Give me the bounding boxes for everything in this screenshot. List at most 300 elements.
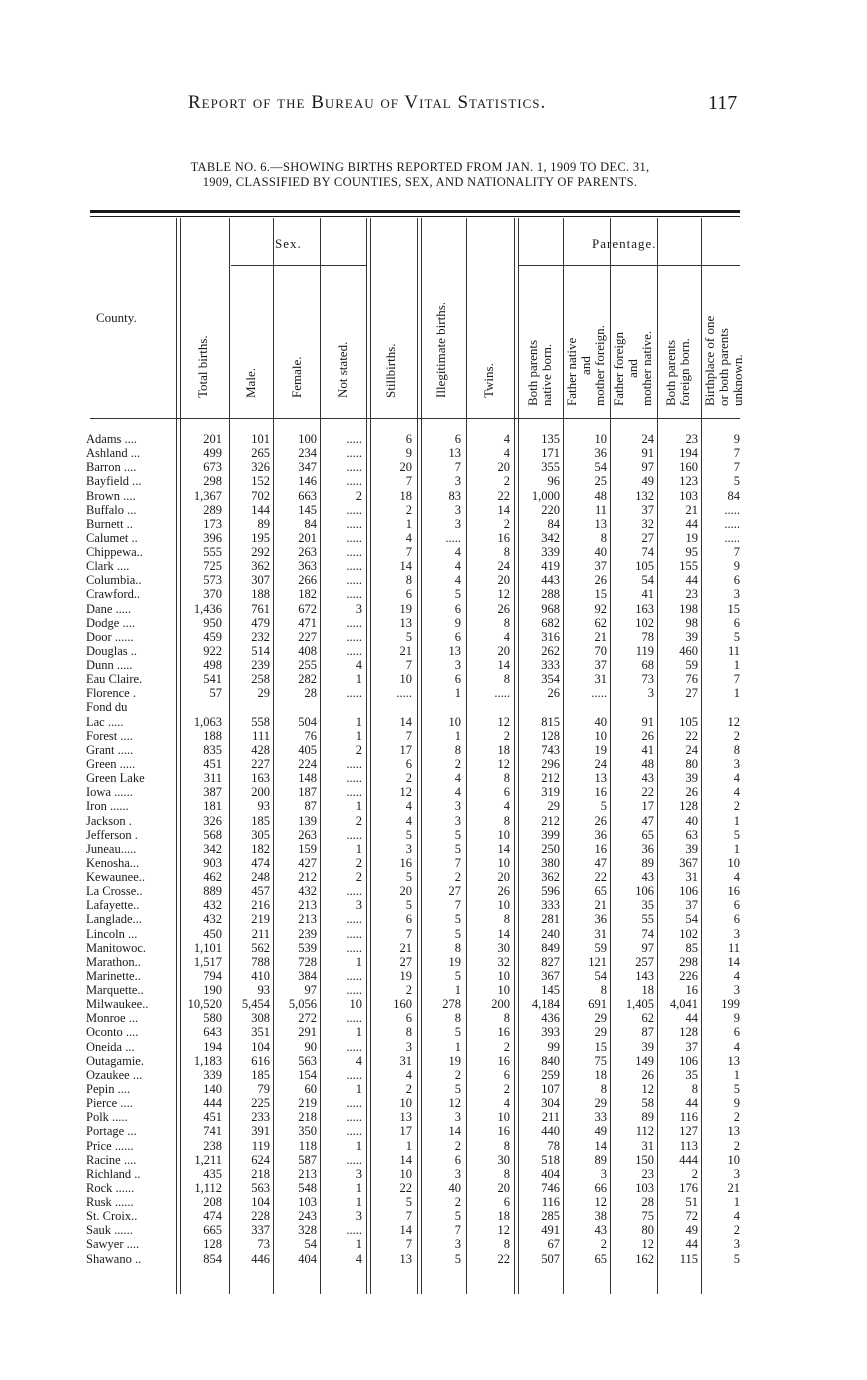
table-row (0, 898, 867, 912)
table-cell: 337 (251, 1223, 270, 1238)
table-cell: 746 (541, 1180, 560, 1195)
table-cell: 9 (733, 1011, 740, 1026)
table-cell: 143 (635, 968, 654, 983)
table-cell: 199 (721, 997, 740, 1012)
table-cell: 362 (251, 559, 270, 574)
table-cell: 144 (251, 502, 270, 517)
table-cell: 7 (405, 1209, 412, 1224)
county-name: Calumet .. (86, 530, 138, 545)
table-cell: 36 (594, 827, 607, 842)
table-cell: 6 (733, 1025, 740, 1040)
table-cell: 3 (405, 841, 412, 856)
table-cell: 89 (641, 1110, 654, 1125)
table-row (0, 1110, 867, 1124)
table-cell: 7 (454, 855, 461, 870)
parentage-group-rule (518, 265, 740, 266)
table-cell: 4 (454, 545, 461, 560)
table-cell: 10 (594, 728, 607, 743)
table-row (0, 1252, 867, 1266)
table-cell: 97 (641, 940, 654, 955)
table-cell: 80 (685, 756, 698, 771)
table-cell: 19 (594, 742, 607, 757)
table-row (0, 531, 867, 545)
table-cell: 827 (541, 954, 560, 969)
table-row (0, 757, 867, 771)
table-cell: 5,056 (288, 997, 317, 1012)
table-cell: ..... (396, 686, 412, 701)
table-cell: 91 (641, 714, 654, 729)
county-name: Clark .... (86, 559, 130, 574)
table-cell: 37 (641, 502, 654, 517)
table-cell: 12 (641, 1081, 654, 1096)
table-cell: 59 (685, 658, 698, 673)
table-cell: 128 (679, 799, 698, 814)
table-cell: 213 (298, 898, 317, 913)
table-cell: 6 (454, 1152, 461, 1167)
table-cell: 85 (685, 940, 698, 955)
table-cell: 44 (685, 1011, 698, 1026)
table-cell: 140 (203, 1081, 222, 1096)
table-cell: 148 (298, 771, 317, 786)
table-cell: 87 (304, 799, 317, 814)
table-cell: 239 (251, 658, 270, 673)
table-cell: 788 (251, 954, 270, 969)
table-cell: 436 (541, 1011, 560, 1026)
table-cell: 491 (541, 1223, 560, 1238)
table-cell: 100 (298, 432, 317, 446)
table-cell: 35 (685, 1067, 698, 1082)
county-name: Crawford.. (86, 587, 141, 602)
caption-line-1: TABLE NO. 6.—SHOWING BIRTHS REPORTED FROM JAN. 1, 1909 TO DEC. 31, (190, 160, 650, 174)
table-row (0, 1223, 867, 1237)
table-cell: 16 (497, 530, 510, 545)
table-cell: 31 (685, 870, 698, 885)
county-name: Lincoln ... (86, 926, 138, 941)
table-cell: 307 (251, 573, 270, 588)
table-cell: 1 (454, 1039, 461, 1054)
table-cell: ..... (346, 545, 362, 560)
county-name: Ashland ... (86, 446, 141, 461)
table-cell: 13 (594, 771, 607, 786)
table-cell: 36 (594, 446, 607, 461)
table-cell: 8 (503, 672, 510, 687)
table-cell: ..... (346, 771, 362, 786)
table-cell: 4,184 (531, 997, 560, 1012)
table-cell: 39 (685, 629, 698, 644)
table-cell: 128 (679, 1025, 698, 1040)
table-cell: 67 (547, 1237, 560, 1252)
table-cell: 7 (405, 545, 412, 560)
table-cell: 8 (454, 742, 461, 757)
table-cell: 8 (503, 771, 510, 786)
table-cell: 474 (251, 855, 270, 870)
table-cell: 150 (635, 1152, 654, 1167)
table-cell: 1,063 (193, 714, 222, 729)
table-cell: 103 (635, 1180, 654, 1195)
table-cell: 311 (203, 771, 222, 786)
table-cell: 292 (251, 545, 270, 560)
table-cell: 6 (454, 601, 461, 616)
header-father-native-mother-foreign: Father native and mother foreign. (564, 325, 607, 406)
table-row (0, 941, 867, 955)
table-row (0, 1139, 867, 1153)
table-cell: 8 (503, 615, 510, 630)
table-cell: 4 (355, 1251, 362, 1266)
table-row (0, 573, 867, 587)
table-cell: 5 (733, 629, 740, 644)
table-cell: 238 (203, 1138, 222, 1153)
table-row (0, 814, 867, 828)
table-cell: 20 (399, 884, 412, 899)
table-row (0, 1209, 867, 1223)
table-cell: 541 (203, 672, 222, 687)
table-cell: 20 (497, 460, 510, 475)
table-cell: 31 (641, 1138, 654, 1153)
table-cell: 98 (685, 615, 698, 630)
table-cell: 73 (257, 1237, 270, 1252)
table-cell: 3 (454, 658, 461, 673)
table-cell: 20 (497, 573, 510, 588)
table-cell: 19 (448, 954, 461, 969)
table-cell: 139 (298, 813, 317, 828)
top-rule-thin (90, 216, 740, 217)
table-cell: 5 (454, 827, 461, 842)
table-cell: 5,454 (241, 997, 270, 1012)
table-cell: 195 (251, 530, 270, 545)
table-cell: 21 (399, 643, 412, 658)
table-cell: 255 (298, 658, 317, 673)
table-cell: 457 (251, 884, 270, 899)
table-cell: 78 (641, 629, 654, 644)
table-cell: 10 (497, 898, 510, 913)
table-cell: 14 (497, 841, 510, 856)
table-cell: 28 (641, 1195, 654, 1210)
table-cell: 17 (641, 799, 654, 814)
table-cell: 10 (594, 432, 607, 446)
table-cell: 4 (733, 785, 740, 800)
table-row (0, 658, 867, 672)
table-cell: 854 (203, 1251, 222, 1266)
table-cell: 29 (547, 799, 560, 814)
table-cell: 2 (454, 1138, 461, 1153)
table-cell: 4 (355, 658, 362, 673)
county-name: Price ...... (86, 1138, 134, 1153)
table-cell: 41 (641, 587, 654, 602)
table-cell: 14 (727, 954, 740, 969)
table-cell: 23 (641, 1166, 654, 1181)
table-cell: 232 (251, 629, 270, 644)
table-cell: 90 (304, 1039, 317, 1054)
table-cell: 3 (733, 587, 740, 602)
table-cell: 30 (497, 1152, 510, 1167)
table-cell: 152 (251, 474, 270, 489)
table-cell: 96 (547, 474, 560, 489)
table-cell: 596 (541, 884, 560, 899)
table-cell: 367 (541, 968, 560, 983)
county-name: Eau Claire. (86, 672, 143, 687)
table-cell: 65 (594, 1251, 607, 1266)
table-row (0, 1181, 867, 1195)
table-cell: 20 (497, 870, 510, 885)
table-cell: 54 (685, 912, 698, 927)
table-cell: 7 (733, 545, 740, 560)
table-cell: 4 (503, 432, 510, 446)
table-cell: 6 (503, 785, 510, 800)
table-cell: 182 (298, 587, 317, 602)
table-cell: 1 (355, 672, 362, 687)
county-name: Adams .... (86, 432, 138, 446)
table-cell: 849 (541, 940, 560, 955)
table-cell: 54 (304, 1237, 317, 1252)
table-cell: 6 (405, 912, 412, 927)
header-twins: Twins. (481, 363, 496, 398)
table-cell: 182 (251, 841, 270, 856)
table-cell: 39 (641, 1039, 654, 1054)
table-cell: 89 (257, 516, 270, 531)
table-cell: 47 (641, 813, 654, 828)
table-cell: 113 (679, 1138, 698, 1153)
table-cell: 24 (641, 432, 654, 446)
table-cell: 7 (454, 460, 461, 475)
table-cell: 440 (541, 1124, 560, 1139)
table-cell: 5 (454, 926, 461, 941)
table-cell: 211 (251, 926, 270, 941)
table-cell: 28 (304, 686, 317, 701)
table-cell: 16 (594, 841, 607, 856)
table-cell: 19 (399, 968, 412, 983)
table-cell: 1 (355, 1081, 362, 1096)
page-number: 117 (708, 92, 738, 114)
table-cell: 93 (257, 799, 270, 814)
table-cell: 51 (685, 1195, 698, 1210)
county-name: Buffalo ... (86, 502, 137, 517)
table-cell: 285 (541, 1209, 560, 1224)
table-cell: 558 (251, 714, 270, 729)
county-name: Iowa ...... (86, 785, 133, 800)
table-cell: 1 (355, 1138, 362, 1153)
table-cell: 3 (454, 502, 461, 517)
table-cell: 9 (405, 446, 412, 461)
table-cell: 1 (454, 686, 461, 701)
table-cell: 216 (251, 898, 270, 913)
table-row (0, 432, 867, 446)
table-row (0, 474, 867, 488)
table-cell: 26 (547, 686, 560, 701)
table-cell: 7 (454, 898, 461, 913)
table-cell: 208 (203, 1195, 222, 1210)
table-cell: 75 (641, 1209, 654, 1224)
table-cell: 27 (685, 686, 698, 701)
table-cell: 13 (399, 615, 412, 630)
table-cell: 16 (497, 1124, 510, 1139)
table-cell: 30 (497, 940, 510, 955)
county-name: Douglas .. (86, 643, 138, 658)
table-row (0, 884, 867, 898)
table-cell: 3 (355, 601, 362, 616)
table-cell: 9 (733, 432, 740, 446)
table-cell: 1 (733, 658, 740, 673)
table-cell: 104 (251, 1195, 270, 1210)
county-name: Oneida ... (86, 1039, 135, 1054)
county-name: Juneau..... (86, 841, 137, 856)
table-cell: 643 (203, 1025, 222, 1040)
table-cell: 26 (685, 785, 698, 800)
table-cell: 5 (454, 1209, 461, 1224)
table-cell: 451 (203, 756, 222, 771)
table-cell: 326 (251, 460, 270, 475)
table-cell: 234 (298, 446, 317, 461)
county-name: Burnett .. (86, 516, 133, 531)
table-cell: 3 (355, 1166, 362, 1181)
table-cell: 1,517 (193, 954, 222, 969)
table-cell: 354 (541, 672, 560, 687)
table-cell: 225 (251, 1096, 270, 1111)
table-cell: 70 (594, 643, 607, 658)
table-cell: 410 (251, 968, 270, 983)
header-county: County. (96, 310, 137, 325)
table-cell: 3 (355, 1209, 362, 1224)
table-cell: 200 (491, 997, 510, 1012)
table-cell: 563 (298, 1053, 317, 1068)
table-cell: 3 (733, 1237, 740, 1252)
table-cell: 3 (454, 799, 461, 814)
table-row (0, 1054, 867, 1068)
table-cell: 835 (203, 742, 222, 757)
table-cell: 212 (541, 771, 560, 786)
table-cell: 840 (541, 1053, 560, 1068)
county-name: Shawano .. (86, 1251, 142, 1266)
table-cell: 106 (679, 1053, 698, 1068)
table-cell: 2 (503, 516, 510, 531)
table-cell: 162 (635, 1251, 654, 1266)
table-cell: ..... (346, 643, 362, 658)
county-name: Polk ..... (86, 1110, 128, 1125)
table-cell: ..... (346, 884, 362, 899)
table-cell: 62 (594, 615, 607, 630)
table-cell: 24 (497, 559, 510, 574)
table-cell: 11 (594, 502, 607, 517)
table-cell: 40 (594, 545, 607, 560)
county-name: Marinette.. (86, 968, 141, 983)
table-cell: 342 (203, 841, 222, 856)
table-cell: 16 (594, 785, 607, 800)
table-cell: 393 (541, 1025, 560, 1040)
table-cell: 4 (733, 968, 740, 983)
table-cell: 21 (685, 502, 698, 517)
county-name: Fond du (86, 700, 128, 715)
table-cell: 443 (541, 573, 560, 588)
header-stillbirths: Stillbirths. (383, 343, 398, 398)
county-name: Dunn ..... (86, 658, 133, 673)
table-cell: 154 (298, 1067, 317, 1082)
table-cell: 63 (685, 827, 698, 842)
table-cell: 8 (405, 573, 412, 588)
table-cell: 227 (298, 629, 317, 644)
table-cell: 10 (497, 983, 510, 998)
table-cell: 160 (679, 460, 698, 475)
table-cell: ..... (346, 940, 362, 955)
table-cell: 84 (547, 516, 560, 531)
table-cell: 72 (685, 1209, 698, 1224)
table-cell: 54 (594, 968, 607, 983)
table-cell: 404 (541, 1166, 560, 1181)
table-cell: 288 (541, 587, 560, 602)
table-cell: 99 (547, 1039, 560, 1054)
table-cell: 326 (203, 813, 222, 828)
table-cell: ..... (346, 968, 362, 983)
table-cell: 23 (685, 587, 698, 602)
table-cell: 316 (541, 629, 560, 644)
table-cell: 17 (399, 742, 412, 757)
header-total-births: Total births. (195, 335, 210, 398)
table-cell: 794 (203, 968, 222, 983)
table-cell: 3 (647, 686, 654, 701)
table-cell: 4 (405, 1067, 412, 1082)
table-cell: 3 (454, 516, 461, 531)
table-cell: 263 (298, 827, 317, 842)
table-cell: 37 (685, 898, 698, 913)
table-row (0, 602, 867, 616)
table-cell: 355 (541, 460, 560, 475)
table-row (0, 1082, 867, 1096)
table-cell: 258 (251, 672, 270, 687)
table-cell: 145 (541, 983, 560, 998)
table-row (0, 616, 867, 630)
table-cell: 106 (635, 884, 654, 899)
table-cell: ..... (346, 516, 362, 531)
county-name: Chippewa.. (86, 545, 143, 560)
table-cell: 1 (355, 799, 362, 814)
table-row (0, 1167, 867, 1181)
table-cell: 123 (679, 474, 698, 489)
table-cell: 171 (541, 446, 560, 461)
table-cell: 6 (405, 756, 412, 771)
table-cell: 2 (355, 855, 362, 870)
table-row (0, 489, 867, 503)
table-row (0, 672, 867, 686)
table-cell: 5 (454, 1025, 461, 1040)
table-cell: 815 (541, 714, 560, 729)
table-cell: 58 (641, 1096, 654, 1111)
table-cell: 10 (727, 855, 740, 870)
table-cell: 1,405 (625, 997, 654, 1012)
table-cell: ..... (346, 1223, 362, 1238)
table-cell: 4 (454, 559, 461, 574)
table-cell: 201 (298, 530, 317, 545)
table-cell: 399 (541, 827, 560, 842)
table-cell: 14 (497, 658, 510, 673)
table-cell: 5 (733, 827, 740, 842)
table-cell: 13 (448, 643, 461, 658)
table-cell: 1,436 (193, 601, 222, 616)
table-cell: 8 (503, 545, 510, 560)
table-row (0, 517, 867, 531)
table-cell: 4 (503, 799, 510, 814)
table-cell: 8 (600, 1081, 607, 1096)
table-cell: 363 (298, 559, 317, 574)
table-cell: ..... (346, 530, 362, 545)
table-cell: 266 (298, 573, 317, 588)
table-cell: 950 (203, 615, 222, 630)
table-cell: 12 (399, 785, 412, 800)
table-cell: 539 (298, 940, 317, 955)
table-cell: 107 (541, 1081, 560, 1096)
table-cell: 54 (594, 460, 607, 475)
table-cell: 370 (203, 587, 222, 602)
table-cell: 20 (497, 1180, 510, 1195)
table-cell: 13 (727, 1124, 740, 1139)
table-cell: 8 (600, 983, 607, 998)
